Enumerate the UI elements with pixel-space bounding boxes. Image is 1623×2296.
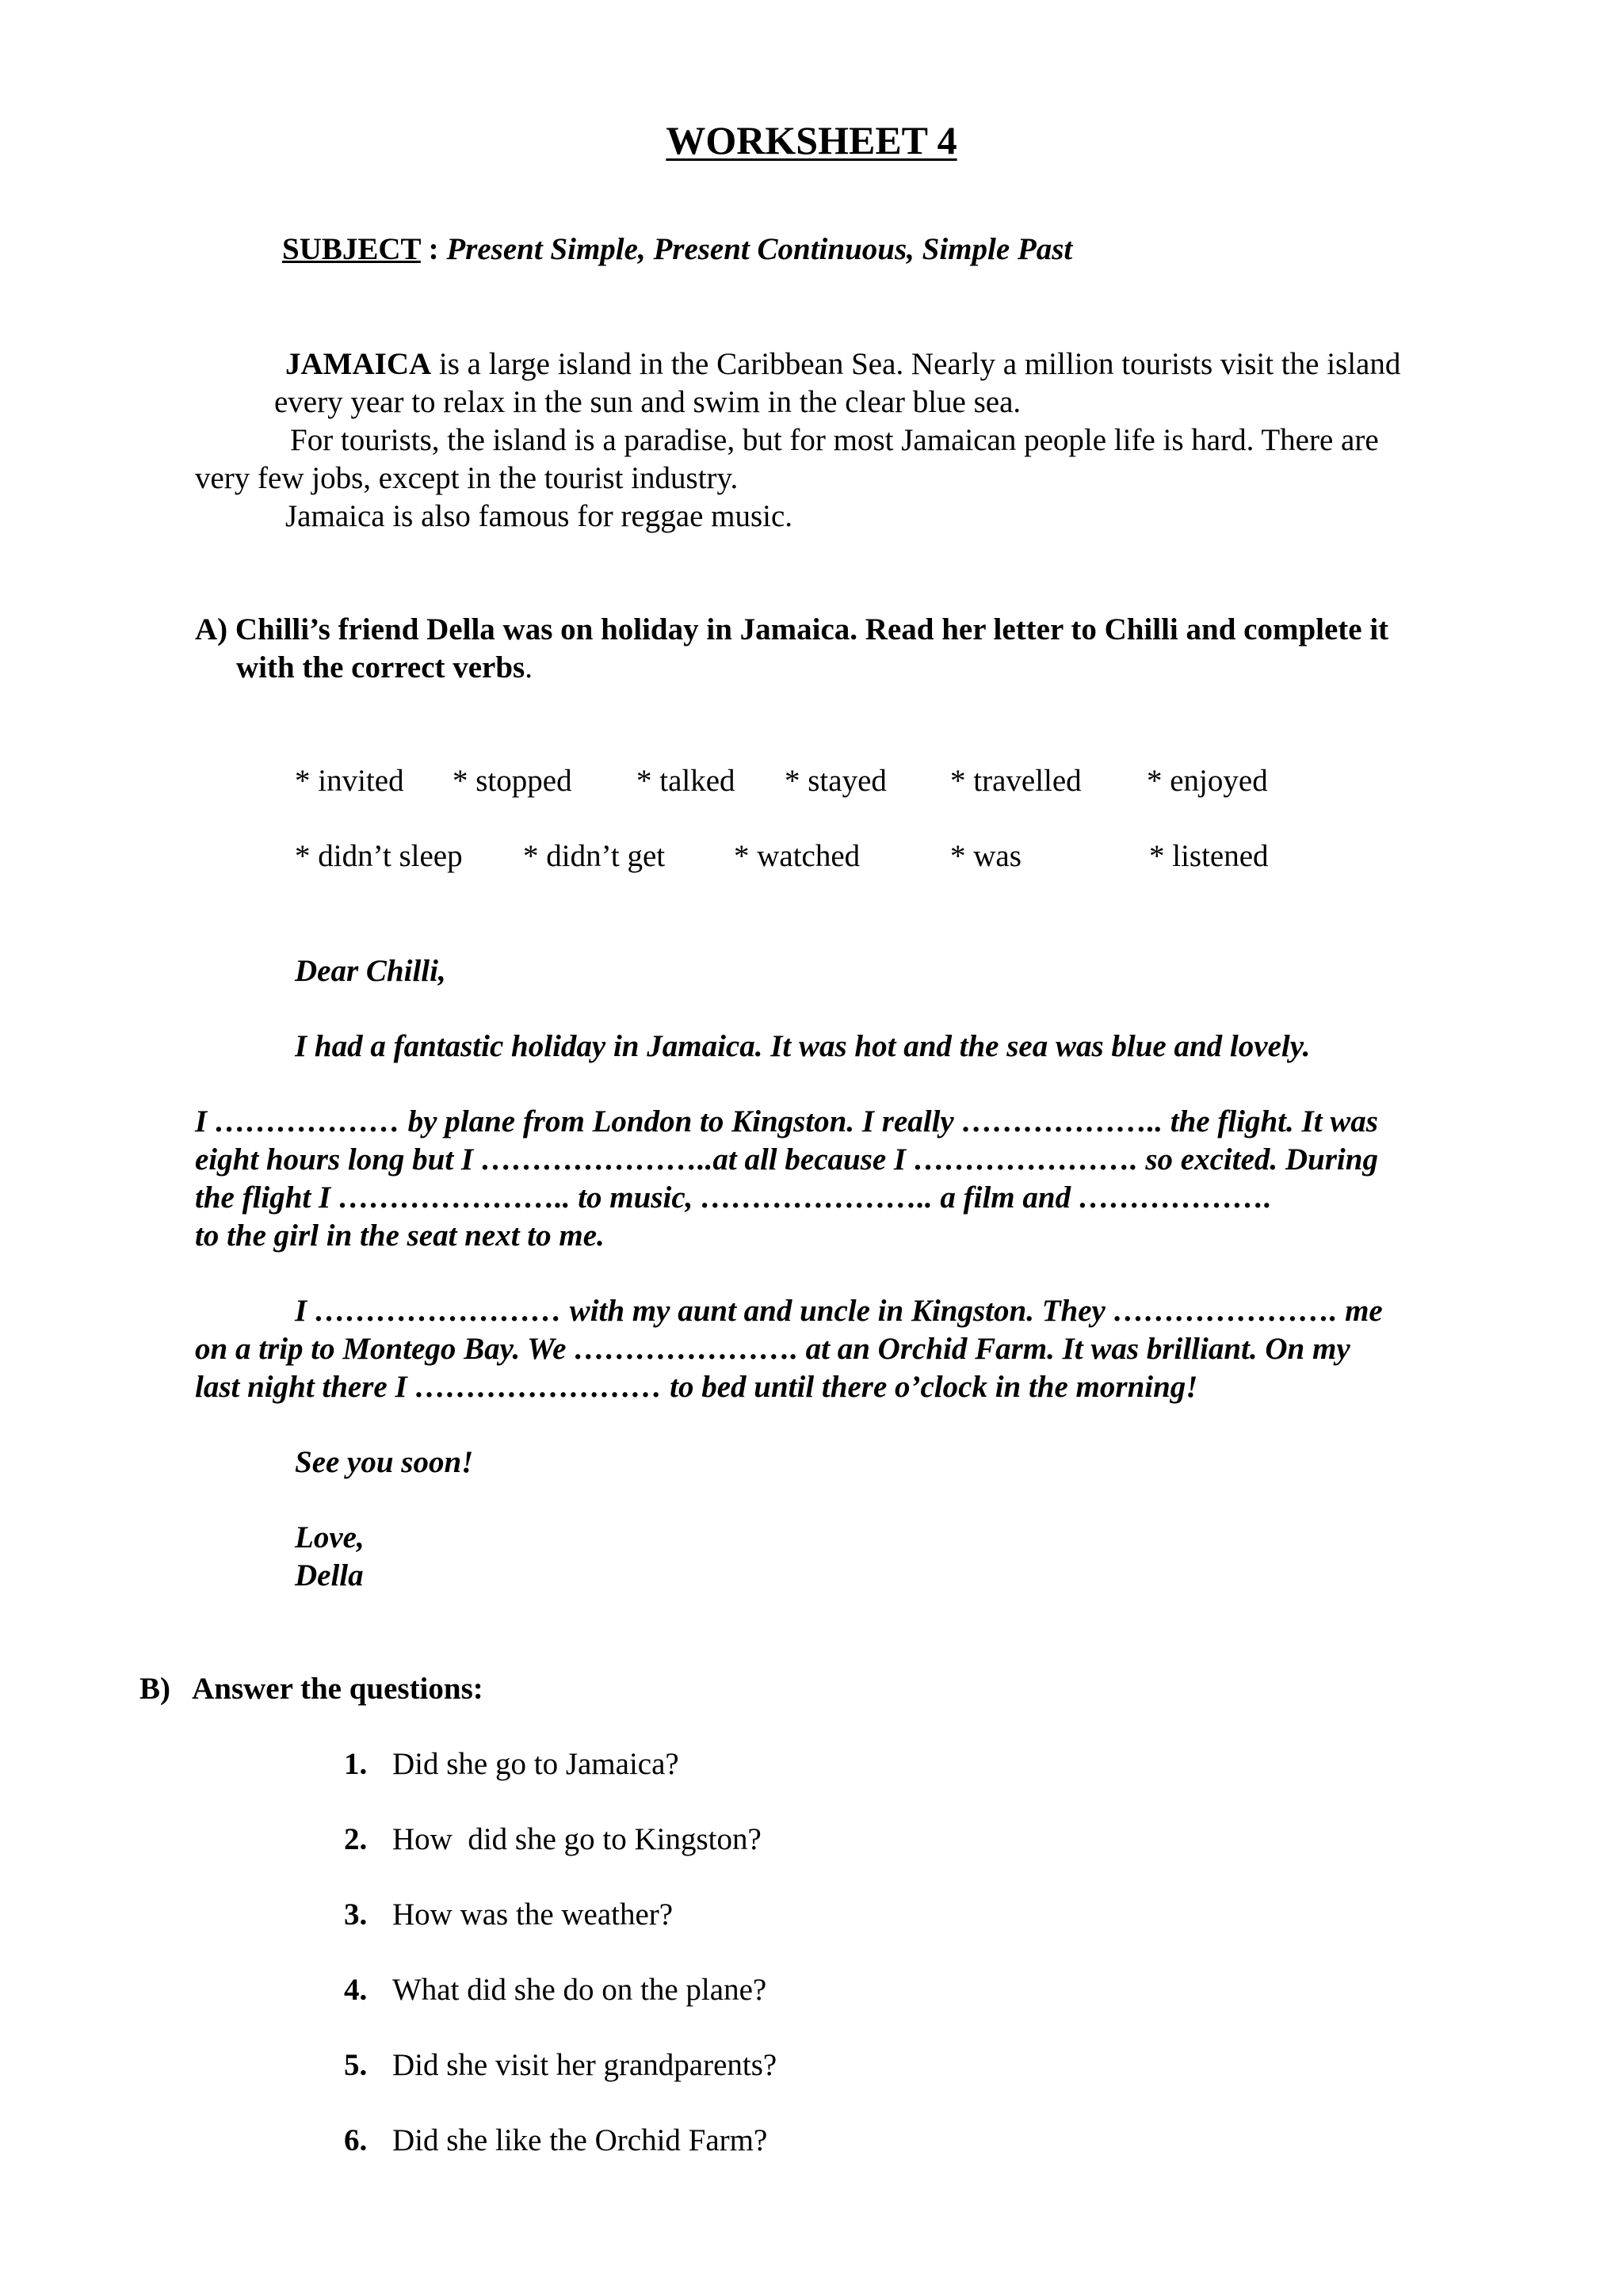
- question-text: Did she go to Jamaica?: [392, 1747, 679, 1781]
- intro-line-5: Jamaica is also famous for reggae music.: [285, 499, 793, 533]
- word-bank-item: * enjoyed: [1147, 764, 1268, 798]
- subject-label: SUBJECT: [282, 232, 421, 266]
- word-bank-item: * didn’t get: [523, 839, 666, 873]
- word-bank-item: * watched: [734, 839, 861, 873]
- word-bank-item: * talked: [636, 764, 735, 798]
- letter-greeting: Dear Chilli,: [295, 954, 446, 988]
- intro-line-2: every year to relax in the sun and swim in the clear blue sea.: [274, 385, 1022, 419]
- question-number: 4.: [344, 1973, 368, 2007]
- word-bank-item: * travelled: [950, 764, 1082, 798]
- intro-jamaica: JAMAICA: [285, 347, 432, 381]
- intro-line-1: [285, 346, 1400, 382]
- letter-p3-line-2: on a trip to Montego Bay. We …………………. at an Orchid Farm. It was brilliant. On my: [195, 1332, 1350, 1366]
- question-text: How did she go to Kingston?: [392, 1822, 762, 1856]
- intro-line-4: very few jobs, except in the tourist industry.: [195, 461, 739, 495]
- letter-signature: Della: [295, 1558, 364, 1592]
- question-number: 2.: [344, 1822, 368, 1856]
- question-text: What did she do on the plane?: [392, 1973, 767, 2007]
- word-bank-item: * stayed: [785, 764, 887, 798]
- word-bank-item: * invited: [295, 764, 404, 798]
- word-bank-item: * stopped: [453, 764, 572, 798]
- letter-p2-line-2: eight hours long but I …………………..at all because I …………………. so excited. During: [195, 1142, 1378, 1177]
- question-number: 1.: [344, 1747, 368, 1781]
- subject-colon: :: [420, 232, 447, 266]
- worksheet-title-text: WORKSHEET 4: [666, 118, 957, 162]
- subject-value: Present Simple, Present Continuous, Simple Past: [446, 232, 1073, 266]
- word-bank-item: * didn’t sleep: [295, 839, 463, 873]
- word-bank-item: * listened: [1149, 839, 1269, 873]
- subject-line: [282, 231, 1072, 267]
- letter-p2-line-1: I ……………… by plane from London to Kingston. I really ……………….. the flight. It was: [195, 1104, 1378, 1138]
- letter-love: Love,: [295, 1520, 365, 1554]
- letter-paragraph-1: I had a fantastic holiday in Jamaica. It was hot and the sea was blue and lovely.: [295, 1029, 1311, 1063]
- worksheet-title: [0, 117, 1623, 163]
- intro-line-3: For tourists, the island is a paradise, but for most Jamaican people life is hard. There are: [290, 423, 1379, 457]
- section-a-instruction-line-2-end: .: [525, 650, 533, 685]
- letter-p3-line-3: last night there I …………………… to bed until there o’clock in the morning!: [195, 1370, 1198, 1404]
- question-text: Did she like the Orchid Farm?: [392, 2123, 768, 2157]
- intro-line-1-rest: is a large island in the Caribbean Sea. Nearly a million tourists visit the island: [431, 347, 1401, 381]
- question-number: 3.: [344, 1897, 368, 1932]
- question-text: How was the weather?: [392, 1897, 674, 1932]
- question-text: Did she visit her grandparents?: [392, 2048, 777, 2082]
- section-a-instruction-line-2-text: with the correct verbs: [236, 650, 525, 685]
- section-b-heading: B) Answer the questions:: [139, 1672, 483, 1706]
- section-a-instruction-line-2: [236, 650, 533, 685]
- question-number: 5.: [344, 2048, 368, 2082]
- word-bank-item: * was: [950, 839, 1022, 873]
- letter-p2-line-4: to the girl in the seat next to me.: [195, 1219, 605, 1253]
- question-number: 6.: [344, 2123, 368, 2157]
- letter-p2-line-3: the flight I ………………….. to music, ………………….. a film and ……………….: [195, 1180, 1272, 1215]
- letter-closing: See you soon!: [295, 1445, 474, 1479]
- letter-p3-line-1: I …………………… with my aunt and uncle in Kingston. They …………………. me: [295, 1294, 1383, 1328]
- section-a-instruction-line-1: A) Chilli’s friend Della was on holiday in Jamaica. Read her letter to Chilli and complete it: [195, 612, 1389, 646]
